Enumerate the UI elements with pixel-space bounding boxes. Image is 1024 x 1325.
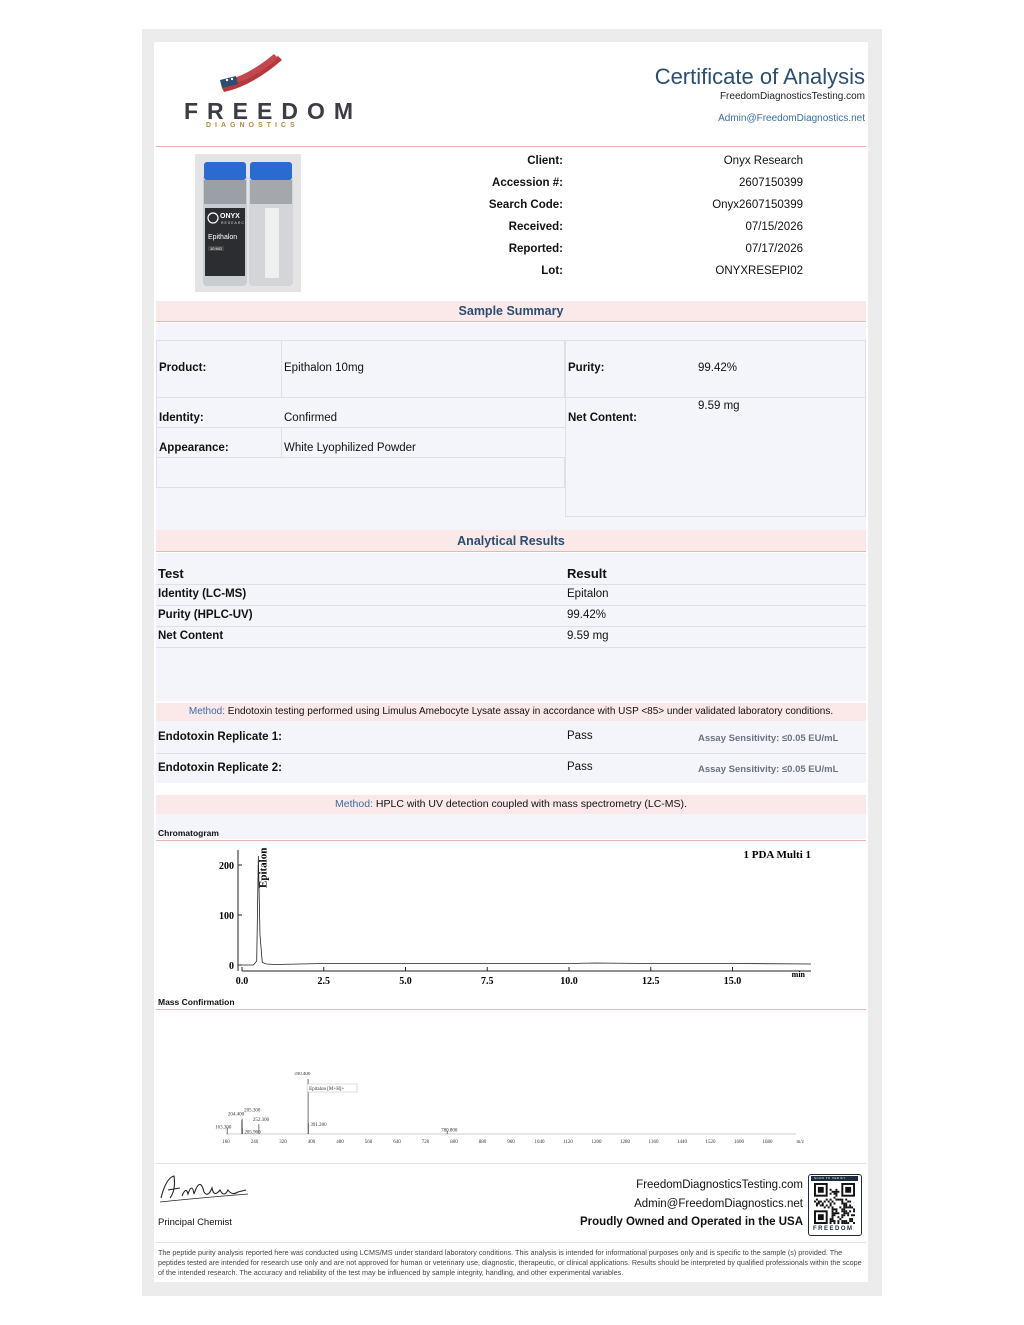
qr-module [849,1201,851,1203]
qr-module [820,1204,822,1206]
info-label: Accession #: [492,177,563,189]
hplc-method-label: Method: [335,798,373,810]
x-tick-label: 1520 [705,1140,716,1145]
x-tick-label: 7.5 [481,976,494,987]
peak-mz-label: 780.800 [441,1128,458,1134]
qr-module [830,1193,832,1195]
qr-module [834,1191,836,1193]
net-content-label: Net Content: [568,412,637,424]
x-tick-label: 960 [507,1140,515,1145]
header-divider [156,146,866,147]
qr-module [834,1193,836,1195]
purity-cell [565,340,866,398]
x-tick-label: 1200 [591,1140,602,1145]
sample-summary-heading: Sample Summary [156,301,866,322]
qr-module [843,1206,845,1208]
qr-module [830,1204,832,1206]
chromatogram-trace [242,856,811,965]
qr-module [837,1212,839,1214]
qr-module [839,1199,841,1201]
signature-image [158,1168,250,1208]
identity-value: Confirmed [284,412,338,424]
test-result: 9.59 mg [567,630,609,642]
qr-module [834,1197,836,1199]
signer-title: Principal Chemist [158,1217,232,1228]
net-content-value: 9.59 mg [698,400,740,412]
info-row [154,173,868,195]
endotoxin-method-note [156,703,866,721]
info-value: 07/15/2026 [745,221,803,233]
page-title: Certificate of Analysis [654,64,865,89]
peak-mz-label: 204.400 [227,1112,245,1118]
logo-subtitle: DIAGNOSTICS [206,122,299,129]
qr-module [841,1220,843,1222]
endotoxin-row [156,723,866,754]
y-tick-label: 0 [229,961,234,972]
peak-mz-label: 205.300 [244,1108,261,1114]
qr-module [837,1216,839,1218]
footer-owned-text: Proudly Owned and Operated in the USA [580,1216,803,1228]
qr-module [841,1208,843,1210]
qr-module [849,1204,851,1206]
x-tick-label: 560 [364,1140,373,1145]
qr-module [835,1212,837,1214]
qr-module [826,1199,828,1201]
vial-brand: ONYX [220,213,240,220]
qr-module [851,1206,853,1208]
summary-identity-row [156,397,565,428]
qr-module [834,1203,836,1205]
product-value-cell [281,340,565,398]
info-value: Onyx Research [723,155,803,167]
x-tick-label: 640 [393,1140,401,1145]
test-name: Net Content [158,630,224,642]
qr-module [826,1204,828,1206]
qr-module [832,1206,834,1208]
x-tick-label: 480 [336,1140,344,1145]
qr-module [834,1212,836,1214]
x-tick-label: 1680 [762,1140,773,1145]
qr-module [832,1201,834,1203]
peak-mz-label: 205.900 [244,1130,261,1136]
qr-module [835,1195,837,1197]
qr-module [824,1206,826,1208]
qr-module [843,1210,845,1212]
qr-module [834,1220,836,1222]
qr-module [835,1193,837,1195]
x-tick-label: 1360 [648,1140,659,1145]
qr-pattern [814,1183,855,1224]
qr-module [832,1208,834,1210]
qr-module [841,1214,843,1216]
qr-module [816,1204,818,1206]
qr-module [847,1206,849,1208]
header-email[interactable]: Admin@FreedomDiagnostics.net [718,113,865,124]
peak-mz-label: 390.400 [294,1072,311,1077]
info-label: Reported: [508,243,563,255]
qr-module [832,1218,834,1220]
qr-module [824,1201,826,1203]
qr-module [834,1214,836,1216]
qr-module [814,1201,816,1203]
qr-module [830,1220,832,1222]
vial-brand-sub: RESEARCH [221,221,249,225]
qr-module [830,1203,832,1205]
info-row [154,261,868,283]
summary-empty-row [156,457,565,488]
qr-module [843,1208,845,1210]
qr-module [849,1218,851,1220]
mass-spectrum-chart [204,1072,816,1147]
qr-module [851,1214,853,1216]
qr-module [843,1204,845,1206]
col-result-header: Result [567,566,607,581]
qr-module [832,1212,834,1214]
qr-module [835,1191,837,1193]
qr-module [835,1199,837,1201]
qr-module [832,1191,834,1193]
x-tick-label: 160 [222,1140,230,1145]
qr-module [843,1220,845,1222]
purity-value: 99.42% [698,362,738,374]
qr-module [843,1214,845,1216]
y-tick-label: 200 [219,861,234,872]
qr-module [841,1210,843,1212]
x-tick-label: 1040 [534,1140,545,1145]
qr-module [839,1206,841,1208]
chromatogram-heading: Chromatogram [158,828,219,838]
qr-module [851,1220,853,1222]
qr-module [837,1199,839,1201]
qr-module [828,1201,830,1203]
qr-module [853,1222,855,1224]
qr-module [849,1220,851,1222]
header-website[interactable]: FreedomDiagnosticsTesting.com [719,91,865,102]
qr-module [837,1191,839,1193]
qr-caption: SCAN TO VERIFY [814,1176,846,1180]
qr-module [841,1203,843,1205]
qr-module [849,1210,851,1212]
qr-module [822,1204,824,1206]
info-row [154,217,868,239]
product-label: Product: [159,362,207,374]
qr-module [845,1206,847,1208]
results-header-row [156,564,866,585]
qr-module [845,1210,847,1212]
method-label: Method: [188,706,225,717]
qr-module [847,1222,849,1224]
endotoxin-label: Endotoxin Replicate 2: [158,762,282,774]
peak-mz-label: 252.300 [252,1118,270,1124]
qr-module [837,1222,839,1224]
x-tick-label: 800 [450,1140,458,1145]
info-label: Client: [527,155,563,167]
peak-mz-label: 163.300 [215,1125,232,1131]
qr-module [818,1203,820,1205]
x-tick-label: 5.0 [399,976,412,987]
qr-module [845,1203,847,1205]
qr-module [853,1208,855,1210]
qr-brand: FREEDOM [813,1226,854,1232]
qr-module [845,1204,847,1206]
test-result: 99.42% [567,609,607,621]
assay-sensitivity: Assay Sensitivity: ≤0.05 EU/mL [698,764,839,775]
qr-module [832,1214,834,1216]
qr-module [832,1210,834,1212]
qr-module [835,1210,837,1212]
info-value: ONYXRESEPI02 [715,265,803,277]
endotoxin-result: Pass [567,761,593,773]
chart-legend: 1 PDA Multi 1 [743,849,811,861]
identity-label: Identity: [159,412,204,424]
qr-module [830,1189,832,1191]
endotoxin-result: Pass [567,730,593,742]
qr-module [830,1222,832,1224]
x-tick-label: 1280 [620,1140,630,1145]
peak-annotation: Epitalon [M+H]+ [309,1087,345,1092]
qr-module [816,1203,818,1205]
vial-dose: 10 MG [210,246,223,251]
footer-website[interactable]: FreedomDiagnosticsTesting.com [636,1179,803,1191]
col-test-header: Test [158,566,184,581]
x-tick-label: 15.0 [723,976,742,987]
info-row [154,151,868,173]
qr-module [845,1199,847,1201]
vial-product: Epithalon [208,234,238,241]
qr-module [845,1222,847,1224]
qr-module [841,1201,843,1203]
qr-module [816,1199,818,1201]
x-unit-label: m/z [796,1140,804,1145]
peak-label: Epitalon [257,847,270,888]
x-tick-label: 880 [478,1140,487,1145]
qr-module [834,1208,836,1210]
x-tick-label: 720 [421,1140,430,1145]
qr-module [835,1208,837,1210]
x-tick-label: 320 [279,1140,287,1145]
x-tick-label: 1600 [734,1140,744,1145]
qr-module [849,1206,851,1208]
x-tick-label: 2.5 [317,976,331,987]
appearance-value: White Lyophilized Powder [284,442,416,454]
test-name: Identity (LC-MS) [158,588,247,600]
x-tick-label: 10.0 [560,976,578,987]
test-result: Epitalon [567,588,609,600]
info-value: 2607150399 [739,177,803,189]
info-value: 07/17/2026 [745,243,803,255]
qr-module [853,1214,855,1216]
qr-module [853,1210,855,1212]
info-label: Search Code: [488,199,563,211]
qr-module [832,1216,834,1218]
qr-module [843,1222,845,1224]
qr-module [832,1220,834,1222]
qr-module [837,1220,839,1222]
qr-module [843,1212,845,1214]
endotoxin-label: Endotoxin Replicate 1: [158,731,282,743]
qr-module [830,1218,832,1220]
endotoxin-row [156,754,866,785]
x-tick-label: 1120 [563,1140,573,1145]
qr-module [847,1212,849,1214]
purity-label: Purity: [568,362,605,374]
hplc-method-note [156,795,866,814]
qr-module [835,1189,837,1191]
x-tick-label: 1440 [677,1140,687,1145]
y-tick-label: 100 [219,911,234,922]
info-row [154,239,868,261]
qr-module [847,1201,849,1203]
qr-module [851,1218,853,1220]
test-name: Purity (HPLC-UV) [158,609,253,621]
hplc-method-text: HPLC with UV detection coupled with mass spectrometry (LC-MS). [373,798,687,810]
x-tick-label: 400 [307,1140,316,1145]
info-value: Onyx2607150399 [712,199,803,211]
analytical-results-heading: Analytical Results [156,530,866,552]
x-tick-label: 12.5 [642,976,660,987]
qr-module [830,1199,832,1201]
peak-mz-label: 391.200 [310,1123,327,1128]
assay-sensitivity: Assay Sensitivity: ≤0.05 EU/mL [698,733,839,744]
qr-module [834,1222,836,1224]
certificate-page [154,42,868,1282]
qr-module [820,1201,822,1203]
mass-heading: Mass Confirmation [158,997,235,1007]
flag-swoosh-logo [216,50,286,96]
table-row [156,606,866,627]
disclaimer-text: The peptide purity analysis reported here was conducted using LCMS/MS under standard laboratory conditions. This analysis is intended for informational purposes only and is specific to the sample (s) provided. The peptides tested are intended for research use only and are not approved for human or veterinary use, diagnostic, therapeutic, or clinical applications. Results should be interpreted by qualified professionals within the scope of the intended research. The accuracy and reliability of the test may be influenced by sample integrity, handling, and other experimental variables. [158,1248,862,1277]
table-row [156,585,866,606]
net-content-cell [565,397,866,517]
qr-module [822,1203,824,1205]
logo-wordmark: FREEDOM [184,98,362,124]
method-text: Endotoxin testing performed using Limulus Amebocyte Lysate assay in accordance with USP <85> under validated laboratory conditions. [225,706,834,717]
qr-module [845,1220,847,1222]
qr-module [828,1206,830,1208]
qr-code[interactable] [808,1174,862,1236]
appearance-label: Appearance: [159,442,229,454]
qr-module [818,1201,820,1203]
info-row [154,195,868,217]
qr-module [845,1212,847,1214]
x-tick-label: 0.0 [235,976,249,987]
x-tick-label: 240 [250,1140,259,1145]
qr-module [841,1216,843,1218]
info-label: Lot: [541,265,563,277]
table-row [156,627,866,648]
product-value: Epithalon 10mg [284,362,364,374]
qr-module [841,1222,843,1224]
qr-module [841,1199,843,1201]
x-unit-label: min [791,970,805,979]
summary-appearance-row [156,427,565,458]
chromatogram-chart [194,842,814,992]
info-label: Received: [508,221,563,233]
qr-module [847,1214,849,1216]
qr-module [839,1218,841,1220]
qr-module [843,1203,845,1205]
footer-email[interactable]: Admin@FreedomDiagnostics.net [634,1198,803,1210]
